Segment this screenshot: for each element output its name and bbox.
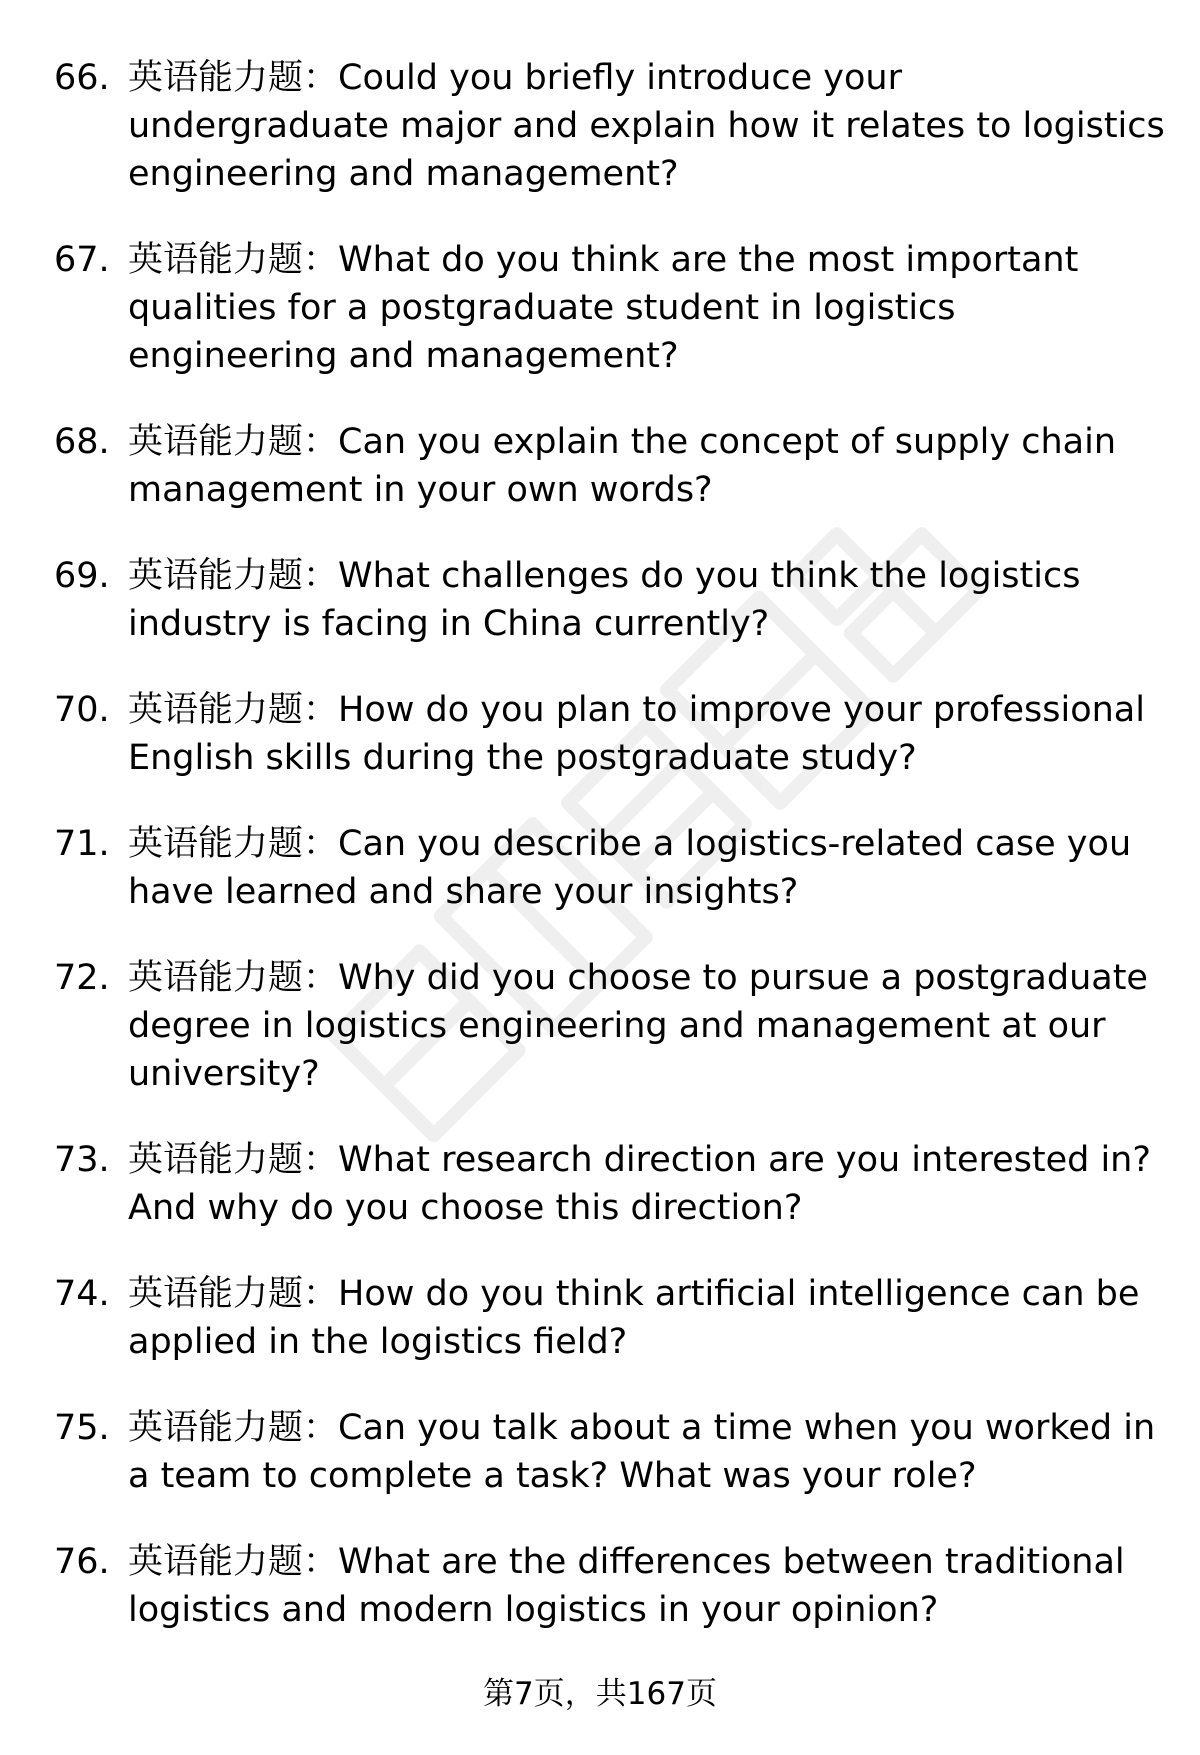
question-text: What do you think are the most important qualities for a postgraduate student in logistics engineering and management? — [128, 240, 1079, 376]
question-text: Can you describe a logistics-related case you have learned and share your insights? — [128, 824, 1132, 912]
question-text: Could you briefly introduce your undergraduate major and explain how it relates to logistics engineering and management? — [128, 58, 1165, 194]
question-number: 69. — [54, 556, 110, 596]
question-label: 英语能力题： — [128, 1408, 339, 1448]
question-item — [0, 1538, 1200, 1634]
question-label: 英语能力题： — [128, 556, 339, 596]
question-item — [0, 1136, 1200, 1232]
question-label: 英语能力题： — [128, 1274, 339, 1314]
question-label: 英语能力题： — [128, 958, 339, 998]
question-body — [128, 686, 1168, 782]
question-label: 英语能力题： — [128, 1140, 339, 1180]
question-item — [0, 552, 1200, 648]
question-body — [128, 54, 1168, 198]
question-text: What research direction are you interested in? And why do you choose this direction? — [128, 1140, 1151, 1228]
question-body — [128, 418, 1168, 514]
question-number: 68. — [54, 422, 110, 462]
question-label: 英语能力题： — [128, 58, 339, 98]
question-body — [128, 954, 1168, 1098]
question-text: Can you explain the concept of supply chain management in your own words? — [128, 422, 1116, 510]
question-text: How do you think artificial intelligence can be applied in the logistics field? — [128, 1274, 1140, 1362]
question-body — [128, 1136, 1168, 1232]
question-label: 英语能力题： — [128, 824, 339, 864]
question-item — [0, 1404, 1200, 1500]
question-number: 70. — [54, 690, 110, 730]
question-number: 76. — [54, 1542, 110, 1582]
question-text: How do you plan to improve your professional English skills during the postgraduate study? — [128, 690, 1145, 778]
question-number: 67. — [54, 240, 110, 280]
question-body — [128, 236, 1168, 380]
question-list — [0, 54, 1200, 1672]
question-body — [128, 820, 1168, 916]
question-label: 英语能力题： — [128, 690, 339, 730]
question-body — [128, 552, 1168, 648]
question-number: 75. — [54, 1408, 110, 1448]
question-body — [128, 1538, 1168, 1634]
question-number: 66. — [54, 58, 110, 98]
page-indicator: 第7页，共167页 — [483, 1676, 717, 1712]
question-item — [0, 1270, 1200, 1366]
question-text: Can you talk about a time when you worked in a team to complete a task? What was your role? — [128, 1408, 1156, 1496]
question-number: 72. — [54, 958, 110, 998]
question-label: 英语能力题： — [128, 1542, 339, 1582]
question-label: 英语能力题： — [128, 240, 339, 280]
question-number: 74. — [54, 1274, 110, 1314]
question-item — [0, 418, 1200, 514]
question-body — [128, 1404, 1168, 1500]
question-item — [0, 954, 1200, 1098]
question-item — [0, 236, 1200, 380]
question-text: Why did you choose to pursue a postgraduate degree in logistics engineering and management at our university? — [128, 958, 1148, 1094]
question-item — [0, 54, 1200, 198]
question-text: What are the differences between traditional logistics and modern logistics in your opinion? — [128, 1542, 1125, 1630]
question-item — [0, 686, 1200, 782]
question-number: 71. — [54, 824, 110, 864]
question-label: 英语能力题： — [128, 422, 339, 462]
question-item — [0, 820, 1200, 916]
question-body — [128, 1270, 1168, 1366]
question-number: 73. — [54, 1140, 110, 1180]
question-text: What challenges do you think the logistics industry is facing in China currently? — [128, 556, 1081, 644]
